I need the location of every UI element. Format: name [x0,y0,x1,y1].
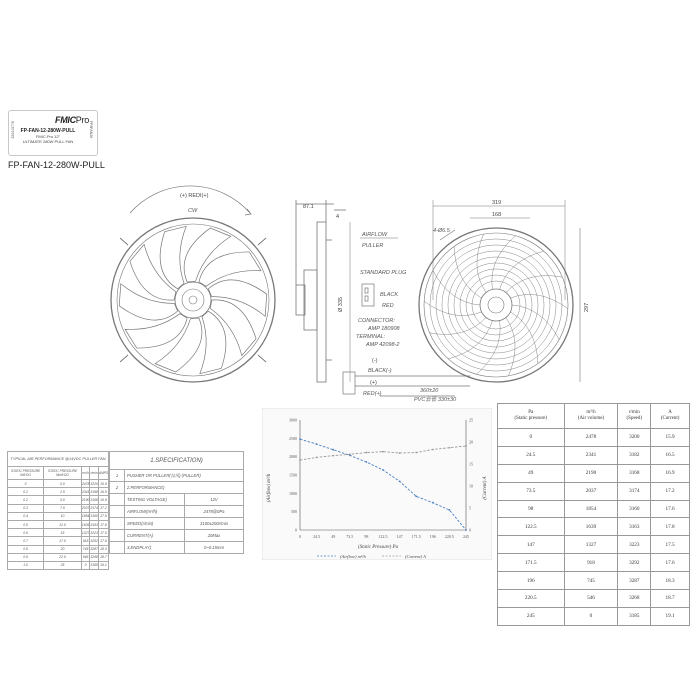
table-cell: 2478 [564,429,618,447]
table-row [498,590,690,608]
brand-main: FMIC [55,115,76,125]
table-cell: 17.6 [98,537,108,545]
legend-airflow: (Airflow) m³/h [340,554,366,559]
table-cell: 546 [564,590,618,608]
grill-spoke [433,270,480,305]
table-cell: 3223 [90,529,99,537]
x-tick-label: 171.5 [411,534,421,539]
spec-value: 3100±200r/min [185,518,244,530]
current-point [366,452,368,454]
table-cell: 3163 [618,518,651,536]
airflow-point [382,469,384,471]
table-cell: 0.8 [8,545,44,553]
table-cell: 918 [81,537,90,545]
x-tick-label: 49 [331,534,336,539]
current-point [349,453,351,455]
red-label: RED [382,303,394,309]
current-point [415,452,417,454]
fan-blade [155,318,202,372]
spec-label: TESTING VOLTAGE) [125,494,185,506]
table-row [110,530,244,542]
x-tick-label: 98 [364,534,369,539]
table-row [8,496,109,504]
table-cell: 17.2 [651,482,690,500]
table-cell: 3252 [90,537,99,545]
card-part-number: FP-FAN-12-280W-PULL [20,128,76,134]
y2-tick-label: 0 [469,527,471,533]
table-cell: 25 [44,561,82,569]
table-cell: 16.9 [651,464,690,482]
fan-blade [208,280,266,316]
terminal-label: TERMINAL: [356,334,386,340]
performance-table [7,451,109,570]
grill-spoke [512,305,559,340]
spec-table-caption: 1.SPECIFICATION) [110,452,244,470]
current-point [465,445,467,447]
table-cell: 3185 [90,561,99,569]
table-cell: 17.6 [98,512,108,520]
airflow-point [399,480,401,482]
spec-value: 20Max [185,530,244,542]
table-cell: 1854 [81,512,90,520]
table-cell: 3174 [90,504,99,512]
spec-heading: 2.PERFORMANCE) [125,482,244,494]
spec-index [110,530,125,542]
table-cell: 0.5 [8,520,44,528]
table-cell: 17.5 [44,537,82,545]
spec-label: 3.ENDPLAY) [125,542,185,554]
table-cell: 3223 [618,536,651,554]
table-row [498,482,690,500]
card-line-2: FMIC.Pro 12" [35,134,61,139]
table-cell: 1.0 [8,561,44,569]
table-cell: 3168 [90,496,99,504]
table-cell: 196 [498,572,565,590]
y2-tick-label: 20 [469,439,473,445]
performance-chart [262,408,492,560]
table-row [110,542,244,554]
spec-index: 1 [110,470,125,482]
specification-table [109,451,244,554]
y2-tick-label: 15 [469,461,473,467]
airflow-point [415,495,417,497]
cable-spec: PVC套管 330±30 [414,397,457,403]
table-cell: 745 [564,572,618,590]
table-cell: 18.3 [98,545,108,553]
table-cell: 171.5 [498,554,565,572]
airflow-point [316,443,318,445]
airflow-point [449,509,451,511]
data-table-header: Pa (Static pressure) [498,404,565,429]
table-row [110,518,244,530]
table-cell: 17.5 [98,529,108,537]
table-cell: 3174 [618,482,651,500]
table-cell: 3160 [618,500,651,518]
table-cell: 2190 [81,496,90,504]
table-cell: 22.5 [44,553,82,561]
table-row [498,500,690,518]
table-cell: 2341 [564,446,618,464]
puller-label: PULLER [362,243,384,249]
standard-plug-label: STANDARD PLUG [360,270,407,276]
perf-table-header: m³/h [81,467,90,480]
table-row [498,607,690,625]
fan-blade [160,226,186,289]
x-tick-label: 220.5 [444,534,454,539]
wire-plus: (+) [370,380,377,386]
current-point [382,451,384,453]
table-cell: 0.9 [8,553,44,561]
grill-spoke [476,321,500,375]
airflow-point [432,502,434,504]
table-cell: 122.5 [498,518,565,536]
table-row [498,464,690,482]
table-row [110,482,244,494]
table-cell: 2478 [81,480,90,488]
x-tick-label: 24.5 [313,534,321,539]
fan-blade [200,311,226,374]
current-point [399,452,401,454]
connector-part: AMP 180908 [368,326,400,332]
table-cell: 546 [81,553,90,561]
dim-front-width: 319 [492,200,502,206]
table-cell: 15.9 [98,480,108,488]
connector-label: CONNECTOR: [358,318,395,324]
dim-side-width: 87.1 [303,204,314,210]
table-cell: 0.1 [8,488,44,496]
table-row [498,536,690,554]
dim-side-small: 4 [336,214,340,220]
table-cell: 20 [44,545,82,553]
table-cell: 18.7 [98,553,108,561]
dim-holes: 4-Ø6.5 [433,228,450,234]
grill-spoke [492,236,516,290]
perf-table-header: AMPS [98,467,108,480]
perf-table-header: STATIC PRESSURE Mm/H2O [44,467,82,480]
table-cell: 19.1 [98,561,108,569]
x-tick-label: 245 [463,534,469,539]
table-cell: 16.5 [98,488,108,496]
current-point [432,449,434,451]
grill-spoke [510,294,567,308]
spec-value: 12V [185,494,244,506]
spec-index [110,542,125,554]
y-tick-label: 0 [295,527,297,533]
table-cell: 2.5 [44,488,82,496]
spec-index: 2 [110,482,125,494]
x-tick-label: 122.5 [378,534,388,539]
wire-red: RED(+) [363,391,382,397]
table-cell: 0.0 [44,480,82,488]
x-tick-label: 73.5 [346,534,354,539]
table-cell: 3163 [90,520,99,528]
airflow-point [465,529,467,531]
table-cell: 0 [498,429,565,447]
chart-y2label: (Current) A [483,476,488,500]
fan-blade [119,284,177,320]
table-cell: 2341 [81,488,90,496]
table-row [8,512,109,520]
table-cell: 3160 [90,512,99,520]
table-cell: 3185 [618,607,651,625]
spec-value: 2478@0Pa [185,506,244,518]
table-row [8,553,109,561]
table-cell: 0.3 [8,504,44,512]
x-tick-label: 0 [299,534,301,539]
perf-table-header: STATIC PRESSURE IN/H2O [8,467,44,480]
y-tick-label: 1000 [289,490,297,496]
table-cell: 0 [81,561,90,569]
table-cell: 0 [8,480,44,488]
table-row [498,446,690,464]
spec-index [110,494,125,506]
table-cell: 15.9 [651,429,690,447]
card-left-code: 220415776 [11,121,15,139]
data-table-header: r/min (Speed) [618,404,651,429]
table-cell: 3200 [618,429,651,447]
table-row [498,429,690,447]
fan-blade [130,244,176,300]
table-cell: 17.2 [98,504,108,512]
table-cell: 98 [498,500,565,518]
spec-label: CURRENT(A) [125,530,185,542]
fan-blade [184,228,231,282]
wire-black: BLACK(-) [368,368,392,374]
table-cell: 17.6 [651,554,690,572]
spec-value: 0~0.15mm [185,542,244,554]
table-cell: 16.9 [98,496,108,504]
table-row [8,545,109,553]
table-row [8,480,109,488]
table-cell: 3268 [618,590,651,608]
table-cell: 15 [44,529,82,537]
y2-tick-label: 5 [469,505,471,511]
spec-label: AIRFLOW(m³/h) [125,506,185,518]
y-tick-label: 2500 [289,435,297,441]
table-cell: 2037 [81,504,90,512]
table-row [498,518,690,536]
table-cell: 1639 [81,520,90,528]
spec-label: SPEED(r/min) [125,518,185,530]
y-tick-label: 500 [291,509,297,515]
table-cell: 245 [498,607,565,625]
table-cell: 24.5 [498,446,565,464]
legend-current: (Current) A [405,554,426,559]
brand-suffix: Pro [75,115,89,125]
current-point [332,455,334,457]
airflow-point [332,449,334,451]
side-view [296,200,350,382]
table-cell: 10 [44,512,82,520]
card-line-3: ULTIMATE 280W PULL FAN [22,139,74,144]
table-row [498,572,690,590]
plug-icon [362,284,374,306]
dim-front-height: 297 [584,302,590,312]
table-cell: 0.7 [8,537,44,545]
table-cell: 17.8 [98,520,108,528]
airflow-label: AIRFLOW [362,232,388,238]
y2-tick-label: 10 [469,483,473,489]
table-cell: 3287 [618,572,651,590]
table-cell: 1327 [81,529,90,537]
table-row [8,529,109,537]
table-cell: 49 [498,464,565,482]
wire-minus: (-) [372,358,378,364]
fan-blade [210,300,256,356]
current-point [449,447,451,449]
table-cell: 17.5 [651,536,690,554]
y-tick-label: 2000 [289,454,297,460]
table-cell: 918 [564,554,618,572]
dim-front-inner: 168 [492,212,502,218]
table-cell: 18.3 [651,572,690,590]
current-point [299,459,301,461]
table-row [8,504,109,512]
table-cell: 0 [564,607,618,625]
table-cell: 3292 [618,554,651,572]
chart-xlabel: (Static Pressure) Pa [357,545,399,550]
airflow-point [299,438,301,440]
table-cell: 3182 [618,446,651,464]
table-cell: 17.6 [651,500,690,518]
table-cell: 1639 [564,518,618,536]
card-right-code: FP8FAN28 [89,121,93,139]
table-cell: 745 [81,545,90,553]
dim-side-height: Ø 335 [338,297,344,312]
table-row [8,520,109,528]
table-cell: 147 [498,536,565,554]
y-tick-label: 3000 [289,417,297,423]
table-cell: 16.5 [651,446,690,464]
table-cell: 220.5 [498,590,565,608]
table-cell: 18.7 [651,590,690,608]
x-tick-label: 147 [396,534,403,539]
table-cell: 3220 [90,480,99,488]
spec-index [110,506,125,518]
document-title: FP-FAN-12-280W-PULL [8,160,105,170]
performance-data-table [497,403,690,626]
table-cell: 2190 [564,464,618,482]
table-cell: 5.0 [44,496,82,504]
rotation-label: (+) REDI(+) [180,193,209,199]
table-cell: 17.8 [651,518,690,536]
black-label: BLACK [380,292,399,298]
terminal-part: AMP 42098-2 [366,342,400,348]
perf-table-header: r/min [90,467,99,480]
table-row [8,561,109,569]
chart-frame [262,408,492,560]
table-cell: 0.4 [8,512,44,520]
table-row [498,554,690,572]
data-table-header: m³/h (Air volume) [564,404,618,429]
x-tick-label: 196 [429,534,436,539]
grill-spoke [424,301,481,315]
y2-tick-label: 25 [469,417,473,423]
chart-ylabel: (Airflow) m³/h [267,473,272,503]
table-cell: 7.5 [44,504,82,512]
current-point [316,457,318,459]
airflow-point [366,461,368,463]
table-cell: 19.1 [651,607,690,625]
direction-label: CW [188,208,198,214]
table-row [110,470,244,482]
table-cell: 3168 [618,464,651,482]
spec-index [110,518,125,530]
data-table-header: A (Current) [651,404,690,429]
table-cell: 73.5 [498,482,565,500]
table-cell: 1327 [564,536,618,554]
table-cell: 1854 [564,500,618,518]
table-row [8,488,109,496]
table-cell: 3268 [90,553,99,561]
table-row [8,537,109,545]
table-cell: 2037 [564,482,618,500]
perf-table-caption: TYPICAL AIR PERFORMANCE @14VDC PULLER FAN [8,452,109,467]
table-cell: 3287 [90,545,99,553]
y-tick-label: 1500 [289,472,297,478]
dim-cable: 360±20 [420,388,439,394]
table-cell: 3198 [90,488,99,496]
table-cell: 0.2 [8,496,44,504]
table-cell: 12.5 [44,520,82,528]
table-row [110,506,244,518]
table-cell: 0.6 [8,529,44,537]
spec-heading: PUSHER OR PULLER(拉风) (PULLER) [125,470,244,482]
rear-view [111,186,275,382]
table-row [110,494,244,506]
